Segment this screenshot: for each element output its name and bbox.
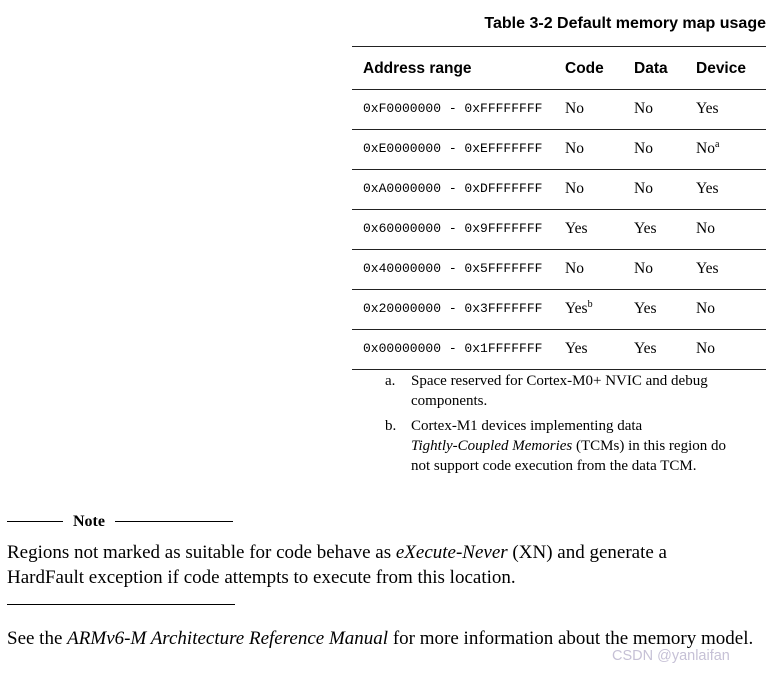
cell-value: No — [565, 180, 584, 197]
cell-device — [696, 290, 766, 330]
cell-value: Yes — [565, 220, 588, 237]
footnote-a — [385, 371, 737, 411]
closing-text-italic: ARMv6-M Architecture Reference Manual — [67, 628, 389, 649]
watermark: CSDN @yanlaifan — [612, 648, 730, 664]
cell-value: Yes — [565, 300, 588, 317]
cell-data — [634, 290, 696, 330]
footnote-b-marker: b. — [385, 418, 397, 434]
cell-code — [565, 90, 634, 130]
memory-map-table — [352, 46, 766, 370]
cell-value: No — [634, 180, 653, 197]
cell-data — [634, 210, 696, 250]
cell-data — [634, 130, 696, 170]
cell-address-range: 0x40000000 - 0x5FFFFFFF — [352, 250, 565, 290]
cell-value: Yes — [696, 260, 719, 277]
cell-value: No — [565, 100, 584, 117]
cell-device — [696, 330, 766, 370]
table-row-6 — [352, 290, 766, 330]
cell-value: Yes — [634, 220, 657, 237]
footnote-ref-b: b — [587, 298, 593, 310]
note-header — [7, 511, 739, 532]
col-header-code: Code — [565, 47, 634, 90]
cell-code — [565, 130, 634, 170]
cell-device — [696, 250, 766, 290]
note-rule-right — [115, 521, 233, 522]
cell-value: Yes — [696, 180, 719, 197]
cell-address-range: 0x00000000 - 0x1FFFFFFF — [352, 330, 565, 370]
cell-value: No — [696, 300, 715, 317]
note-closing-rule — [7, 604, 235, 605]
cell-value: No — [565, 140, 584, 157]
col-header-device: Device — [696, 47, 766, 90]
footnote-b-text-pre: Cortex-M1 devices implementing data — [411, 418, 643, 434]
cell-data — [634, 250, 696, 290]
table-row-7 — [352, 330, 766, 370]
cell-data — [634, 330, 696, 370]
cell-value: No — [696, 140, 715, 157]
table-header-row — [352, 47, 766, 90]
table-row-3 — [352, 170, 766, 210]
cell-code — [565, 250, 634, 290]
table-row-2 — [352, 130, 766, 170]
cell-address-range: 0xA0000000 - 0xDFFFFFFF — [352, 170, 565, 210]
col-header-data: Data — [634, 47, 696, 90]
cell-value: Yes — [634, 300, 657, 317]
cell-device — [696, 90, 766, 130]
cell-device — [696, 170, 766, 210]
cell-address-range: 0x20000000 - 0x3FFFFFFF — [352, 290, 565, 330]
table-footnotes — [385, 371, 737, 481]
table-row-4 — [352, 210, 766, 250]
cell-code — [565, 330, 634, 370]
note-text-post: (XN) and generate a HardFault exception if code attempts to execute from this location. — [7, 542, 667, 588]
cell-value: No — [634, 100, 653, 117]
footnote-b — [385, 416, 737, 476]
cell-address-range: 0xF0000000 - 0xFFFFFFFF — [352, 90, 565, 130]
cell-value: Yes — [565, 340, 588, 357]
col-header-address-range: Address range — [352, 47, 565, 90]
closing-text-pre: See the — [7, 628, 68, 649]
cell-value: No — [634, 260, 653, 277]
note-label: Note — [73, 513, 105, 530]
table-caption: Table 3-2 Default memory map usage — [484, 15, 766, 32]
note-text — [7, 541, 737, 590]
cell-code — [565, 170, 634, 210]
footnote-b-text-post: (TCMs) in this region do not support code execution from the data TCM. — [411, 438, 726, 474]
cell-value: No — [634, 140, 653, 157]
cell-value: Yes — [634, 340, 657, 357]
cell-address-range: 0x60000000 - 0x9FFFFFFF — [352, 210, 565, 250]
cell-address-range: 0xE0000000 - 0xEFFFFFFF — [352, 130, 565, 170]
cell-value: No — [696, 220, 715, 237]
footnote-a-marker: a. — [385, 373, 396, 389]
note-text-pre: Regions not marked as suitable for code behave as — [7, 542, 396, 563]
cell-value: Yes — [696, 100, 719, 117]
cell-device — [696, 210, 766, 250]
footnote-b-italic: Tightly-Coupled Memories — [411, 438, 573, 454]
cell-value: No — [565, 260, 584, 277]
cell-data — [634, 90, 696, 130]
footnote-b-text — [411, 416, 736, 476]
note-text-italic: eXecute-Never — [395, 542, 508, 563]
cell-value: No — [696, 340, 715, 357]
footnote-a-text: Space reserved for Cortex-M0+ NVIC and debug components. — [411, 373, 708, 409]
note-block — [7, 511, 739, 605]
footnote-ref-a: a — [714, 138, 720, 150]
table-row-1 — [352, 90, 766, 130]
cell-code — [565, 290, 634, 330]
table-row-5 — [352, 250, 766, 290]
cell-code — [565, 210, 634, 250]
cell-device — [696, 130, 766, 170]
note-rule-left — [7, 521, 63, 522]
cell-data — [634, 170, 696, 210]
closing-text-post: for more information about the memory model. — [388, 628, 754, 649]
